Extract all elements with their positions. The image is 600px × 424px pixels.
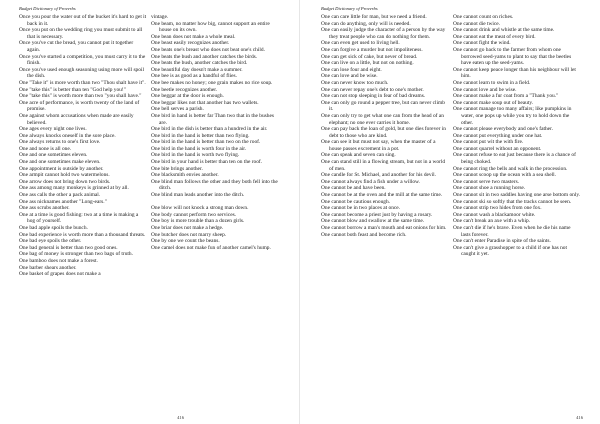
proverb-entry: One basket of grapes does not make a — [19, 271, 101, 278]
proverb-entry: One body cannot perform two services. — [151, 211, 237, 218]
proverb-entry: One bad general is better than two good ones. — [19, 244, 118, 251]
proverb-entry: One arrow does not bring down two birds. — [19, 178, 111, 185]
proverb-entry: One "take this" is better than ten "God help you!" — [19, 86, 126, 93]
proverb-entry: One cannot strip two hides from one fox. — [453, 205, 542, 212]
proverb-entry: One cannot love and be wise. — [453, 86, 517, 93]
proverb-entry: One bad experience is worth more than a thousand threats. — [19, 231, 146, 238]
proverb-entry: One can see it but must not say, when the master of a house passes excrement in a pot. — [321, 139, 437, 152]
proverb-entry: One can forgive a murder but not impoliteness. — [321, 46, 423, 53]
right-page-columns — [321, 14, 581, 258]
proverb-entry: One and one sometimes eleven. — [19, 152, 88, 159]
proverb-entry: One can even get used to living hell. — [321, 40, 400, 47]
page-number: 416 — [177, 415, 184, 420]
proverb-entry: One bird in the hand is better than two flying. — [151, 132, 250, 139]
proverb-entry: One can love and be wise. — [321, 73, 378, 80]
running-head: Budget Dictionary of Proverbs — [19, 6, 76, 11]
proverb-entry: One cannot ring the bells and walk in the procession. — [453, 165, 568, 172]
proverb-entry: One cannot put everything under one hat. — [453, 132, 543, 139]
proverb-entry: One cannot fight the wind. — [453, 40, 511, 47]
proverb-entry: One ass scrubs another. — [19, 205, 70, 212]
proverb-entry: One cannot serve two masters. — [453, 178, 520, 185]
proverb-entry: One cannot both feast and become rich. — [321, 231, 407, 238]
proverb-entry: One can speak and seven can sing. — [321, 152, 396, 159]
proverb-entry: One acre of performance, is worth twenty of the land of promise. — [19, 99, 141, 113]
proverb-column — [453, 14, 581, 258]
proverb-entry: One and one sometimes make eleven. — [19, 159, 101, 166]
proverb-entry: One bad apple spoils the bunch. — [19, 225, 88, 231]
proverb-entry: One can never know too much. — [321, 79, 389, 86]
proverb-entry: One bag of money is stronger than two bags of truth. — [19, 251, 133, 258]
proverb-entry: One cannot eat the meat of every bird. — [453, 33, 536, 40]
proverb-entry: One blind man leads another into the ditch. — [151, 192, 245, 199]
proverb-entry: One butcher does not marry sheep. — [151, 231, 227, 238]
proverb-entry: One cannot wash a blackamoor white. — [453, 211, 536, 218]
proverb-entry: One cannot always find a fish under a willow. — [321, 178, 420, 185]
proverb-entry: One barber shears another. — [19, 264, 77, 271]
proverb-entry: One beats the bush and another catches the birds. — [151, 53, 258, 60]
proverb-entry: One bite brings another. — [151, 165, 203, 172]
proverb-entry: One can pay back the loan of gold, but one dies forever in debt to those who are kind. — [321, 126, 448, 139]
proverb-entry: One ages every night one lives. — [19, 126, 87, 133]
proverb-entry: Once you put on the wedding ring you must submit to all that is necessary. — [19, 27, 144, 40]
proverb-entry: One can lose four and eight. — [321, 66, 382, 73]
proverb-entry: One beautiful day doesn't make a summer. — [151, 66, 243, 73]
proverb-entry: One beats the bush, another catches the bird. — [151, 60, 248, 67]
proverb-entry: One bird in your hand is better than ten on the roof. — [151, 159, 263, 166]
proverb-entry: One bird in hand is better far Than two that in the bushes are. — [151, 112, 276, 126]
proverb-entry: One against whom accusations when made are easily believed. — [19, 112, 135, 126]
proverb-entry: One cannot ski so softly that the tracks cannot be seen. — [453, 198, 572, 205]
proverb-entry: One briar does not make a hedge. — [151, 225, 224, 231]
proverb-entry: One cannot scoop up the ocean with a sea shell. — [453, 172, 556, 179]
proverb-entry: One cannot please everybody and one's father. — [453, 126, 553, 133]
proverb-entry: One can get sick of cake, but never of bread. — [321, 53, 418, 60]
proverb-entry: One can easily judge the character of a person by the way they treat people who can do nothing for them. — [321, 27, 447, 40]
proverb-entry: One can only go round a pepper tree, but can never climb it. — [321, 99, 447, 113]
proverb-entry: Once you've used enough seasoning using more will spoil the dish. — [19, 66, 146, 80]
proverb-entry: One cannot manage too many affairs; like pumpkins in water, one pops up while you try to hold down the other. — [453, 106, 573, 126]
proverb-entry: One cannot borrow a man's mouth and eat onions for him. — [321, 225, 447, 231]
proverb-column — [321, 14, 449, 258]
left-page-columns — [19, 14, 279, 278]
proverb-entry: One ass nicknames another "Long-ears." — [19, 198, 107, 205]
proverb-entry: One cannot put wit the with fire. — [453, 139, 524, 146]
proverb-entry: One can live on a little, but not on nothing. — [321, 60, 414, 67]
proverb-entry: One cannot quarrel without an opponent. — [453, 145, 542, 152]
proverb-entry: One cannot drink and whistle at the same time. — [453, 27, 555, 34]
proverb-entry: One can never repay one's debt to one's mother. — [321, 86, 424, 93]
proverb-entry: One beetle recognizes another. — [151, 86, 218, 93]
proverb-entry: One cannot shoe a running horse. — [453, 185, 526, 192]
proverb-entry: One cannot keep peace longer than his neighbour will let him. — [453, 66, 578, 80]
proverb-entry: One at a time is good fishing: two at a time is making a hog of yourself. — [19, 211, 140, 225]
proverb-entry: One can't enter Paradise in spite of the saints. — [453, 238, 551, 245]
proverb-entry: Once you've cut the bread, you cannot put it together again. — [19, 40, 135, 53]
proverb-entry: One bird in the hand is worth two flying. — [151, 152, 240, 159]
proverb-entry: One blow will not knock a strong man down. — [151, 205, 249, 212]
page-number: 416 — [576, 415, 583, 420]
proverb-entry: One cannot sit in two saddles having one arse bottom only. — [453, 192, 581, 199]
proverb-entry: One cannot be and have been. — [321, 185, 386, 192]
proverb-entry: One blind man follows the other and they both fell into the ditch. — [151, 178, 280, 192]
proverb-entry: One appointment is outside by another. — [19, 165, 104, 172]
proverb-entry: One beast easily recognizes another. — [151, 40, 230, 47]
proverb-entry: One can not stop sleeping in fear of bad dreams. — [321, 93, 426, 100]
proverb-entry: One boy is more trouble than a dozen girls. — [151, 218, 245, 225]
proverb-entry: Once you pour the water out of the bucket it's hard to get it back in it. — [19, 14, 148, 27]
right-page — [300, 0, 600, 424]
proverb-entry: One cannot be cautious enough. — [321, 198, 391, 205]
proverb-entry: One camel does not make fun of another camel's hump. — [151, 244, 271, 251]
proverb-entry: One cannot die twice. — [453, 20, 500, 27]
proverb-entry: One can't give a grasshopper to a child if one has not caught it yet. — [453, 244, 569, 258]
proverb-entry: One cannot count on riches. — [453, 14, 514, 20]
proverb-entry: One beam, no matter how big, cannot support an entire house on its own. — [151, 20, 272, 34]
proverb-entry: One cannot go back to the farmer from whom one borrowed seed-yams to plant to say that the beetles have eaten up the seed-yams. — [453, 46, 573, 67]
proverb-entry: One blacksmith envies another. — [151, 172, 219, 179]
proverb-entry: One bee is as good as a handful of flies. — [151, 73, 237, 80]
proverb-entry: One bad eye spoils the other. — [19, 238, 82, 245]
proverb-entry: One cannot learn to swim in a field. — [453, 79, 531, 86]
proverb-column — [19, 14, 147, 278]
proverb-entry: One ass among many monkeys is grinned at by all. — [19, 185, 129, 192]
proverb-entry: One cannot be in two places at once. — [321, 205, 401, 212]
proverb-entry: One beggar likes not that another has two wallets. — [151, 99, 259, 106]
proverb-entry: One can't die if he's brave. Even when he die his name lasts forever. — [453, 225, 572, 238]
proverb-entry: One can't break an axe with a whip. — [453, 218, 531, 225]
proverb-entry: One armpit cannot hold two watermelons. — [19, 172, 110, 179]
proverb-entry: One cannot make soup out of beauty. — [453, 99, 534, 106]
proverb-entry: One "take this" is worth more than two "you shall have." — [19, 93, 142, 100]
proverb-entry: One beats one's breast who does not beat one's child. — [151, 46, 265, 53]
proverb-entry: One ass calls the other a pack animal. — [19, 192, 101, 199]
proverb-entry: One always returns to one's first love. — [19, 139, 101, 146]
proverb-entry: One cannot become a priest just by having a rosary. — [321, 211, 433, 218]
proverb-entry: One beggar at the door is enough. — [151, 93, 224, 100]
proverb-column — [151, 14, 279, 278]
proverb-entry: One bean does not make a whole meal. — [151, 33, 236, 40]
proverb-entry: One cannot blow and swallow at the same time. — [321, 218, 425, 225]
proverb-entry: One bird in the dish is better than a hundred in the air. — [151, 126, 268, 133]
proverb-entry: One cannot refuse to eat just because there is a chance of being choked. — [453, 152, 578, 166]
proverb-entry: One cannot be at the oven and the mill at the same time. — [321, 192, 443, 199]
proverb-entry: One can only try to get what one can from the head of an elephant; no one ever carries it home. — [321, 112, 446, 126]
proverb-entry: One bell serves a parish. — [151, 106, 204, 113]
proverb-entry: One can do anything, only will is needed. — [321, 20, 411, 27]
proverb-entry: One bird in the hand is worth four in the air. — [151, 145, 247, 152]
proverb-entry: One always knocks oneself in the sore place. — [19, 132, 116, 139]
running-head: Budget Dictionary of Proverbs — [321, 6, 378, 11]
proverb-entry: One can care little for man, but we need a friend. — [321, 14, 427, 20]
proverb-entry: One candle for St. Michael, and another for his devil. — [321, 172, 436, 179]
proverb-entry: Once you've started a competition, you must carry it to the finish. — [19, 53, 147, 67]
proverb-entry: One and none is all one. — [19, 145, 72, 152]
proverb-entry: One cannot make a fur coat from a "Thank you." — [453, 93, 559, 100]
proverb-entry: One bamboo does not make a forest. — [19, 257, 98, 264]
proverb-entry: One can stand still in a flowing stream, but not in a world of men. — [321, 159, 447, 172]
proverb-entry: One bird in the hand is better than two on the roof. — [151, 139, 261, 146]
proverb-entry: One by one we count the beans. — [151, 238, 220, 245]
proverb-entry: vintage. — [151, 14, 169, 20]
proverb-entry: One "Take it" is more worth than two "Thou shalt have it". — [19, 79, 146, 86]
proverb-entry: One bee makes no honey; one grain makes no rice soup. — [151, 79, 273, 86]
